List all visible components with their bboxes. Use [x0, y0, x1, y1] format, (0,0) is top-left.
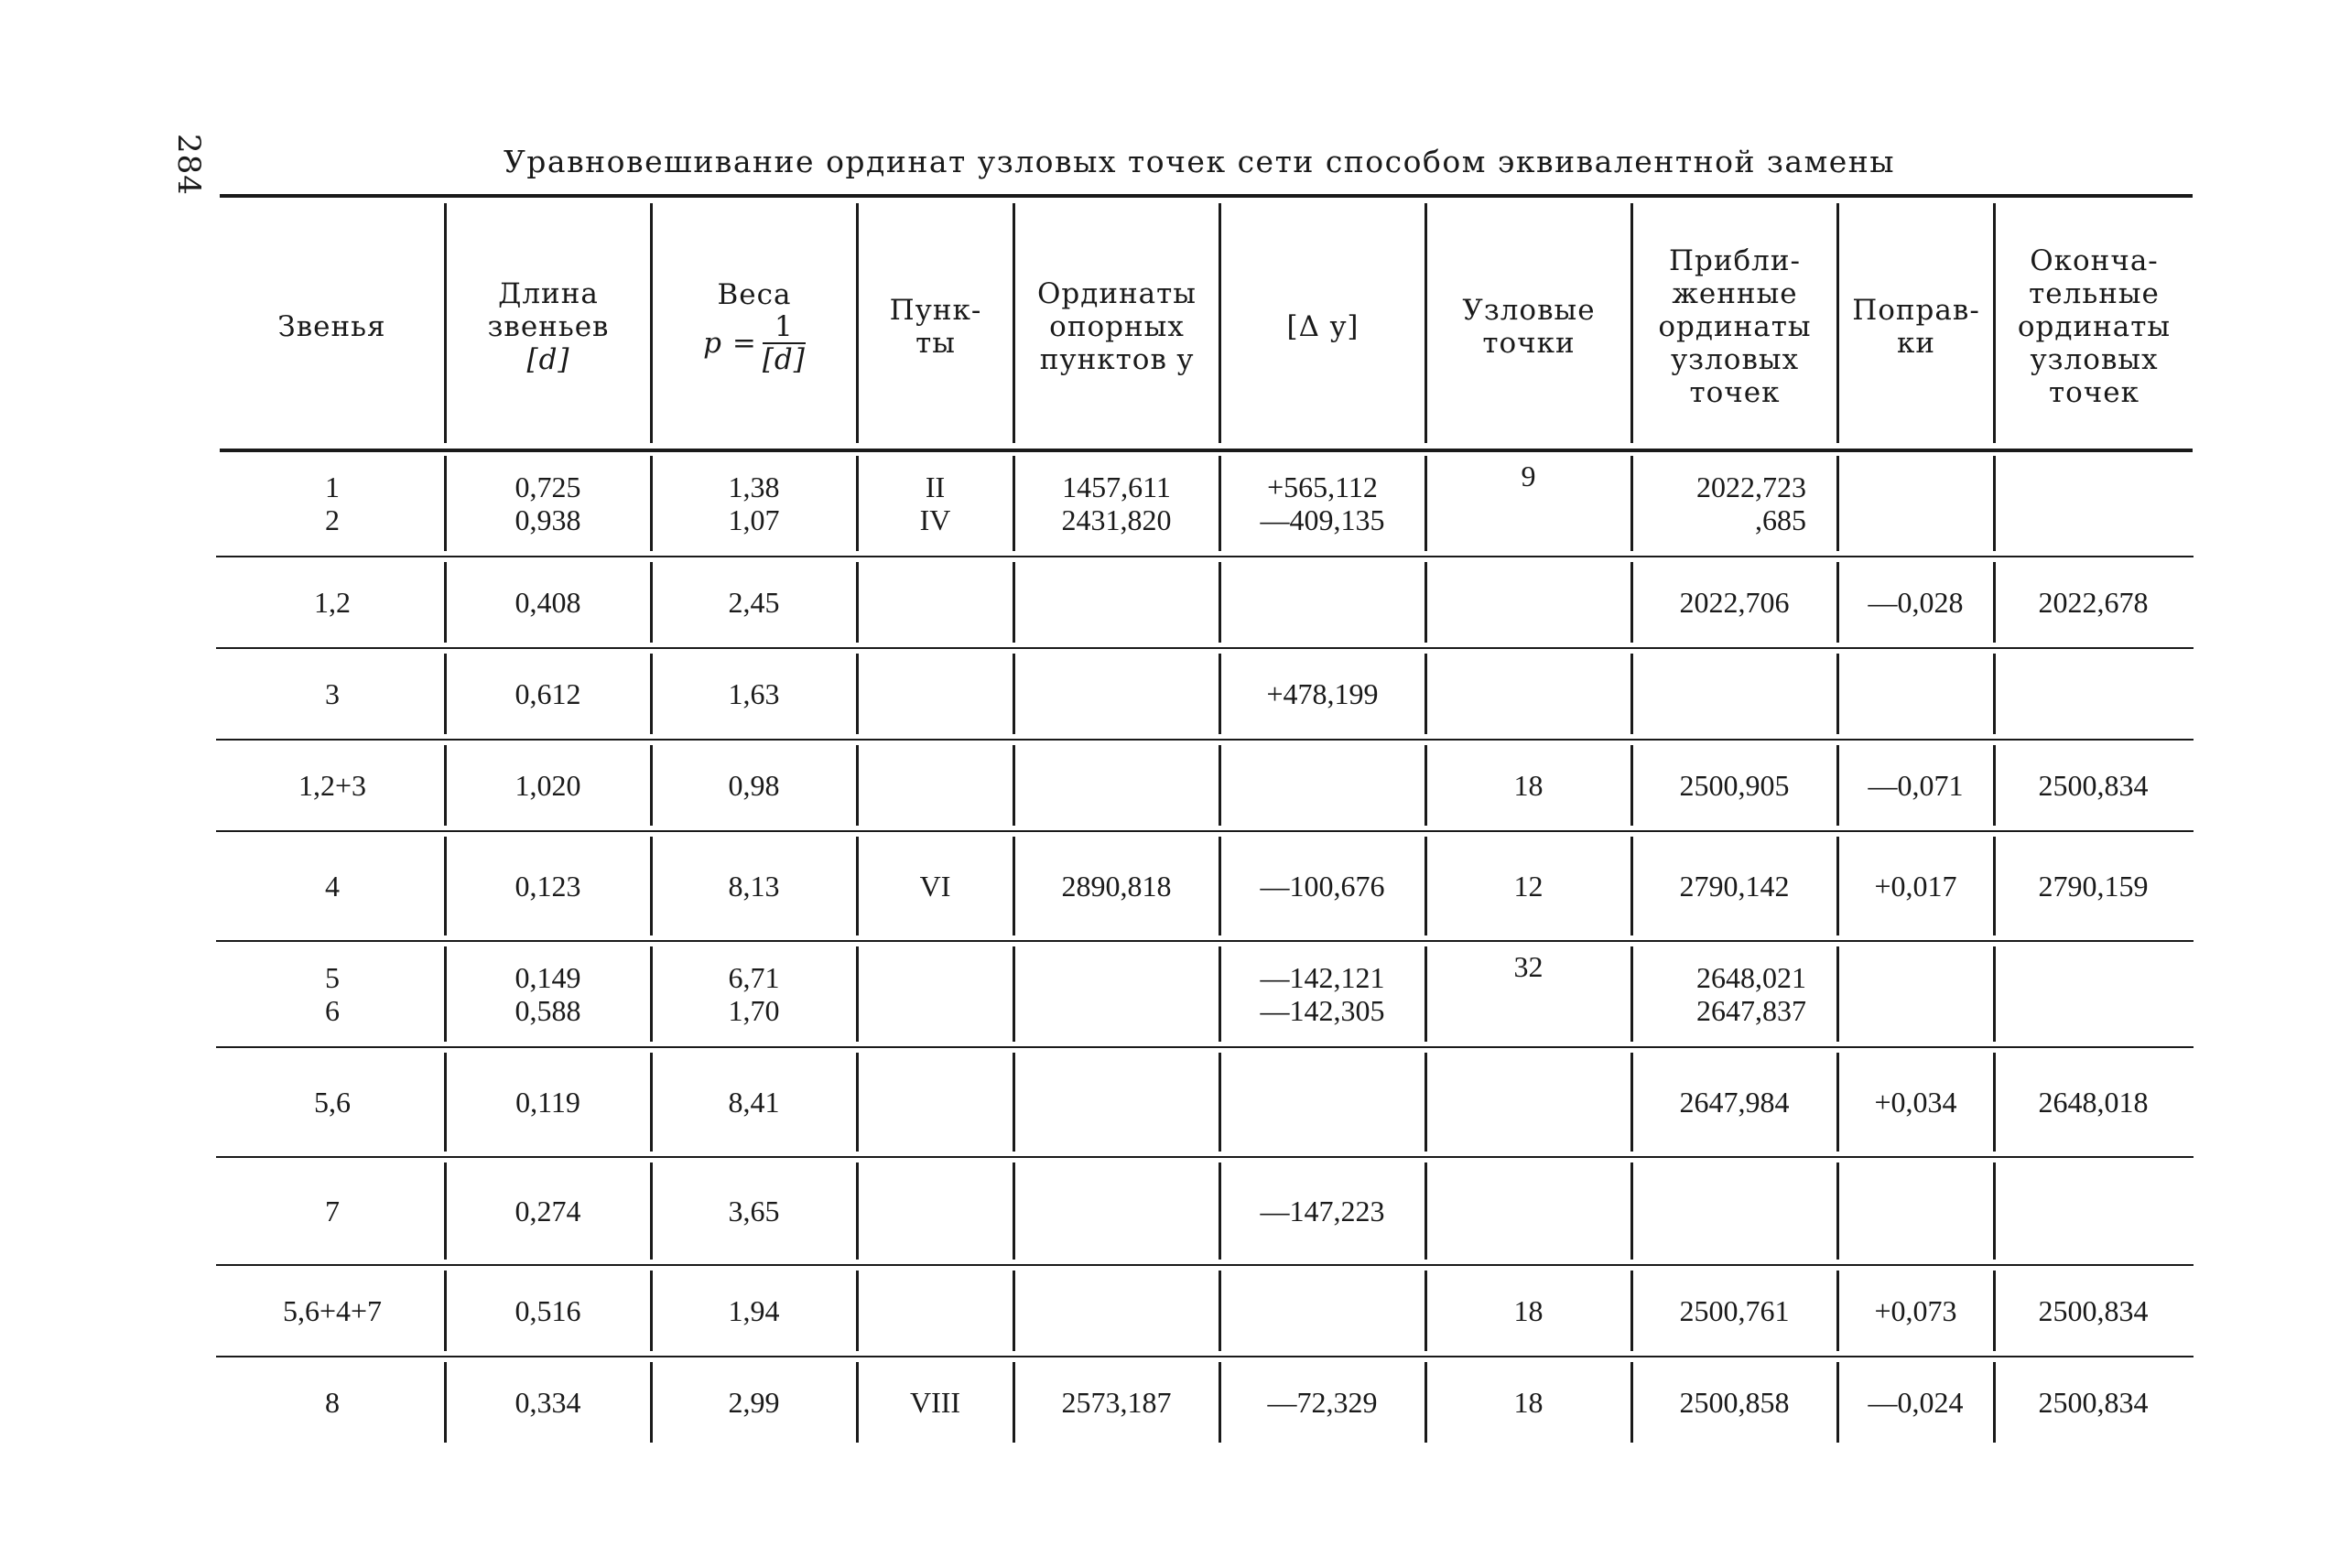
column-separator: [1836, 745, 1839, 826]
column-separator: [856, 1162, 859, 1260]
cell-links: [223, 941, 441, 1047]
column-separator: [1424, 1271, 1427, 1351]
cell-value: +565,112: [1267, 470, 1378, 503]
cell-correction: [1841, 941, 1990, 1047]
column-separator: [1013, 1162, 1015, 1260]
column-separator: [1424, 562, 1427, 643]
cell-value: —142,305: [1260, 994, 1385, 1027]
cell-value: 8,41: [728, 1086, 780, 1119]
column-separator: [1630, 1362, 1633, 1443]
column-separator: [1630, 837, 1633, 935]
column-separator: [1993, 456, 1996, 551]
column-separator: [1836, 562, 1839, 643]
cell-value: 6: [325, 994, 340, 1027]
column-separator: [444, 745, 447, 826]
cell-value: 0,725: [515, 470, 581, 503]
cell-approx: [1635, 1157, 1834, 1265]
cell-final: [1998, 941, 2189, 1047]
column-separator: [444, 1271, 447, 1351]
column-separator: [856, 456, 859, 551]
cell-value: 2648,021: [1696, 961, 1806, 994]
cell-approx: [1635, 1265, 1834, 1357]
column-separator: [1219, 1271, 1221, 1351]
cell-approx: [1635, 1047, 1834, 1157]
column-separator: [1424, 1053, 1427, 1152]
column-separator: [1013, 1053, 1015, 1152]
column-separator: [1219, 562, 1221, 643]
cell-approx: [1635, 1357, 1834, 1448]
cell-approx: [1635, 941, 1834, 1047]
column-separator: [1013, 946, 1015, 1042]
column-separator: [1630, 456, 1633, 551]
cell-correction: [1841, 1357, 1990, 1448]
cell-value: 1,020: [515, 769, 581, 802]
cell-value: 4: [325, 870, 340, 903]
column-separator: [444, 654, 447, 734]
cell-weight: [655, 740, 853, 831]
cell-value: +478,199: [1266, 677, 1379, 710]
cell-points: [861, 1047, 1010, 1157]
cell-value: 1457,611: [1062, 470, 1171, 503]
cell-ordinates: [1017, 1357, 1216, 1448]
column-separator: [1836, 1162, 1839, 1260]
cell-ordinates: [1017, 557, 1216, 648]
cell-value: 8,13: [728, 870, 780, 903]
cell-length: [449, 450, 647, 557]
column-separator: [1836, 456, 1839, 551]
cell-delta: [1223, 557, 1422, 648]
cell-value: 2573,187: [1061, 1386, 1172, 1419]
column-separator: [1993, 837, 1996, 935]
cell-value: 1,38: [728, 470, 780, 503]
cell-length: [449, 1357, 647, 1448]
header-length: Длина звеньев [d]: [487, 277, 610, 376]
column-separator: [1013, 745, 1015, 826]
column-separator: [444, 837, 447, 935]
cell-value: 0,119: [515, 1086, 580, 1119]
cell-length: [449, 557, 647, 648]
cell-value: 2: [325, 503, 340, 536]
column-separator: [1630, 1271, 1633, 1351]
cell-value: 18: [1513, 769, 1544, 802]
cell-final: [1998, 450, 2189, 557]
column-separator: [1219, 837, 1221, 935]
cell-value: 32: [1513, 950, 1544, 983]
column-separator: [1219, 946, 1221, 1042]
column-separator: [1013, 654, 1015, 734]
cell-value: VIII: [909, 1386, 961, 1419]
cell-ordinates: [1017, 941, 1216, 1047]
cell-value: IV: [919, 503, 951, 536]
weight-fraction: $\frac{1}{[d]}$: [762, 310, 806, 376]
column-separator: [1424, 1362, 1427, 1443]
cell-value: 0,274: [515, 1195, 581, 1227]
cell-value: 2500,834: [2038, 1386, 2149, 1419]
column-separator: [444, 946, 447, 1042]
column-separator: [1013, 1271, 1015, 1351]
cell-node: [1429, 648, 1628, 740]
column-separator: [1424, 1162, 1427, 1260]
cell-weight: [655, 1157, 853, 1265]
header-points: Пунк- ты: [889, 294, 982, 360]
cell-value: 2790,142: [1679, 870, 1790, 903]
header-corrections: Поправ- ки: [1852, 294, 1980, 360]
cell-value: VI: [919, 870, 951, 903]
cell-points: [861, 740, 1010, 831]
column-separator: [444, 456, 447, 551]
cell-final: [1998, 740, 2189, 831]
column-separator: [1424, 946, 1427, 1042]
column-separator: [1630, 654, 1633, 734]
cell-correction: [1841, 831, 1990, 941]
column-separator: [1013, 837, 1015, 935]
table-top-rule: [220, 194, 2193, 198]
cell-value: II: [925, 470, 946, 503]
column-separator: [856, 745, 859, 826]
cell-correction: [1841, 450, 1990, 557]
cell-links: [223, 648, 441, 740]
cell-links: [223, 557, 441, 648]
cell-value: 5,6+4+7: [282, 1294, 383, 1327]
cell-approx: [1635, 648, 1834, 740]
cell-value: +0,034: [1874, 1086, 1957, 1119]
header-links: Звенья: [277, 310, 386, 343]
table-title: Уравновешивание ординат узловых точек сети способом эквивалентной замены: [503, 144, 1896, 179]
column-separator: [1424, 456, 1427, 551]
cell-links: [223, 1157, 441, 1265]
cell-value: —409,135: [1260, 503, 1385, 536]
cell-delta: [1223, 1357, 1422, 1448]
cell-value: 2500,761: [1679, 1294, 1790, 1327]
cell-value: 1,94: [728, 1294, 780, 1327]
column-separator: [856, 1053, 859, 1152]
cell-approx: [1635, 557, 1834, 648]
cell-value: 1: [325, 470, 340, 503]
column-separator: [444, 1053, 447, 1152]
header-weight: Веса p = $\frac{1}{[d]}$: [703, 278, 806, 376]
column-separator: [1836, 1053, 1839, 1152]
cell-points: [861, 450, 1010, 557]
column-separator: [856, 946, 859, 1042]
column-separator: [1630, 1162, 1633, 1260]
cell-value: 2022,706: [1679, 586, 1790, 619]
cell-value: 2790,159: [2038, 870, 2149, 903]
column-separator: [1219, 1162, 1221, 1260]
cell-node: [1429, 831, 1628, 941]
cell-value: +0,017: [1874, 870, 1957, 903]
column-separator: [1993, 562, 1996, 643]
cell-value: —0,024: [1868, 1386, 1964, 1419]
column-separator: [650, 203, 653, 443]
cell-value: —0,028: [1868, 586, 1964, 619]
column-separator: [1993, 1271, 1996, 1351]
column-separator: [1013, 562, 1015, 643]
cell-length: [449, 831, 647, 941]
header-approx: Прибли- женные ординаты узловых точек: [1658, 244, 1812, 409]
cell-links: [223, 1265, 441, 1357]
cell-ordinates: [1017, 1047, 1216, 1157]
cell-correction: [1841, 648, 1990, 740]
column-separator: [856, 203, 859, 443]
cell-correction: [1841, 740, 1990, 831]
cell-final: [1998, 1265, 2189, 1357]
cell-value: 2022,723: [1696, 470, 1806, 503]
column-separator: [650, 837, 653, 935]
cell-length: [449, 648, 647, 740]
column-separator: [1013, 456, 1015, 551]
column-separator: [1013, 1362, 1015, 1443]
cell-value: —0,071: [1868, 769, 1964, 802]
cell-ordinates: [1017, 740, 1216, 831]
cell-value: ,685: [1755, 503, 1806, 536]
cell-value: —142,121: [1260, 961, 1385, 994]
cell-value: 0,98: [728, 769, 780, 802]
cell-node: [1429, 1357, 1628, 1448]
cell-delta: [1223, 941, 1422, 1047]
cell-value: 1,2+3: [298, 769, 367, 802]
header-nodes: Узловые точки: [1462, 294, 1596, 360]
column-separator: [856, 562, 859, 643]
cell-value: 2500,834: [2038, 1294, 2149, 1327]
cell-node: [1429, 450, 1628, 557]
cell-value: +0,073: [1874, 1294, 1957, 1327]
column-separator: [1630, 562, 1633, 643]
column-separator: [1630, 745, 1633, 826]
cell-value: 2431,820: [1061, 503, 1172, 536]
cell-value: 18: [1513, 1386, 1544, 1419]
column-separator: [1993, 745, 1996, 826]
column-separator: [1993, 1362, 1996, 1443]
page-number: 284: [170, 134, 207, 196]
cell-final: [1998, 831, 2189, 941]
cell-length: [449, 1157, 647, 1265]
column-separator: [856, 654, 859, 734]
column-separator: [650, 1053, 653, 1152]
column-separator: [650, 1162, 653, 1260]
cell-value: 0,149: [515, 961, 581, 994]
cell-correction: [1841, 557, 1990, 648]
cell-ordinates: [1017, 648, 1216, 740]
cell-points: [861, 831, 1010, 941]
cell-correction: [1841, 1047, 1990, 1157]
cell-value: 6,71: [728, 961, 780, 994]
cell-value: 18: [1513, 1294, 1544, 1327]
cell-length: [449, 1265, 647, 1357]
cell-final: [1998, 1357, 2189, 1448]
cell-value: 2890,818: [1061, 870, 1172, 903]
cell-value: 7: [325, 1195, 340, 1227]
cell-correction: [1841, 1265, 1990, 1357]
cell-value: 3: [325, 677, 340, 710]
cell-length: [449, 1047, 647, 1157]
cell-value: 2648,018: [2038, 1086, 2149, 1119]
column-separator: [1836, 837, 1839, 935]
cell-value: 0,123: [515, 870, 581, 903]
cell-correction: [1841, 1157, 1990, 1265]
column-separator: [1836, 1271, 1839, 1351]
column-separator: [1424, 745, 1427, 826]
cell-length: [449, 740, 647, 831]
cell-length: [449, 941, 647, 1047]
column-separator: [650, 946, 653, 1042]
column-separator: [856, 837, 859, 935]
cell-final: [1998, 1157, 2189, 1265]
cell-node: [1429, 1047, 1628, 1157]
cell-weight: [655, 450, 853, 557]
column-separator: [650, 1362, 653, 1443]
cell-delta: [1223, 1047, 1422, 1157]
cell-value: 1,07: [728, 503, 780, 536]
cell-value: 1,63: [728, 677, 780, 710]
column-separator: [1630, 1053, 1633, 1152]
column-separator: [1993, 654, 1996, 734]
cell-points: [861, 1157, 1010, 1265]
cell-value: 2647,837: [1696, 994, 1806, 1027]
cell-value: 2500,858: [1679, 1386, 1790, 1419]
cell-final: [1998, 557, 2189, 648]
column-separator: [1219, 654, 1221, 734]
cell-delta: [1223, 831, 1422, 941]
cell-node: [1429, 740, 1628, 831]
cell-value: 8: [325, 1386, 340, 1419]
column-separator: [1219, 1053, 1221, 1152]
column-separator: [1630, 203, 1633, 443]
column-separator: [1219, 745, 1221, 826]
cell-points: [861, 557, 1010, 648]
cell-delta: [1223, 740, 1422, 831]
cell-approx: [1635, 831, 1834, 941]
cell-value: 0,612: [515, 677, 581, 710]
cell-value: 2,99: [728, 1386, 780, 1419]
cell-value: 2,45: [728, 586, 780, 619]
column-separator: [650, 456, 653, 551]
cell-points: [861, 941, 1010, 1047]
column-separator: [1993, 203, 1996, 443]
cell-ordinates: [1017, 450, 1216, 557]
column-separator: [1424, 654, 1427, 734]
cell-weight: [655, 557, 853, 648]
cell-node: [1429, 1265, 1628, 1357]
column-separator: [650, 1271, 653, 1351]
cell-value: 5,6: [314, 1086, 351, 1119]
cell-node: [1429, 557, 1628, 648]
cell-value: 9: [1521, 460, 1536, 492]
column-separator: [1993, 946, 1996, 1042]
column-separator: [1219, 203, 1221, 443]
cell-final: [1998, 648, 2189, 740]
cell-points: [861, 1265, 1010, 1357]
cell-value: 0,938: [515, 503, 581, 536]
cell-links: [223, 1047, 441, 1157]
cell-value: 0,408: [515, 586, 581, 619]
column-separator: [444, 203, 447, 443]
cell-node: [1429, 1157, 1628, 1265]
cell-value: 1,2: [314, 586, 351, 619]
cell-value: 3,65: [728, 1195, 780, 1227]
cell-value: 1,70: [728, 994, 780, 1027]
cell-value: 0,516: [515, 1294, 581, 1327]
column-separator: [1836, 946, 1839, 1042]
column-separator: [444, 1162, 447, 1260]
column-separator: [856, 1362, 859, 1443]
cell-approx: [1635, 450, 1834, 557]
cell-links: [223, 450, 441, 557]
column-separator: [1013, 203, 1015, 443]
column-separator: [1836, 203, 1839, 443]
cell-weight: [655, 1357, 853, 1448]
cell-weight: [655, 1047, 853, 1157]
cell-weight: [655, 648, 853, 740]
column-separator: [444, 1362, 447, 1443]
cell-value: 0,588: [515, 994, 581, 1027]
column-separator: [650, 562, 653, 643]
column-separator: [1836, 654, 1839, 734]
cell-value: 2500,905: [1679, 769, 1790, 802]
cell-links: [223, 831, 441, 941]
cell-value: 5: [325, 961, 340, 994]
cell-approx: [1635, 740, 1834, 831]
cell-weight: [655, 831, 853, 941]
cell-points: [861, 1357, 1010, 1448]
column-separator: [650, 654, 653, 734]
cell-node: [1429, 941, 1628, 1047]
cell-delta: [1223, 1157, 1422, 1265]
cell-weight: [655, 1265, 853, 1357]
cell-ordinates: [1017, 831, 1216, 941]
cell-points: [861, 648, 1010, 740]
cell-final: [1998, 1047, 2189, 1157]
cell-delta: [1223, 450, 1422, 557]
cell-value: —100,676: [1260, 870, 1385, 903]
cell-value: 2500,834: [2038, 769, 2149, 802]
column-separator: [1630, 946, 1633, 1042]
cell-delta: [1223, 648, 1422, 740]
cell-weight: [655, 941, 853, 1047]
cell-value: 0,334: [515, 1386, 581, 1419]
column-separator: [1993, 1162, 1996, 1260]
cell-links: [223, 1357, 441, 1448]
column-separator: [1219, 456, 1221, 551]
cell-value: 2647,984: [1679, 1086, 1790, 1119]
header-final: Оконча- тельные ординаты узловых точек: [2017, 244, 2172, 409]
header-delta: [Δ y]: [1286, 310, 1359, 343]
column-separator: [856, 1271, 859, 1351]
column-separator: [1424, 837, 1427, 935]
cell-ordinates: [1017, 1265, 1216, 1357]
cell-ordinates: [1017, 1157, 1216, 1265]
column-separator: [444, 562, 447, 643]
column-separator: [1993, 1053, 1996, 1152]
cell-value: 12: [1513, 870, 1544, 903]
column-separator: [1424, 203, 1427, 443]
header-ordinates: Ординаты опорных пунктов y: [1037, 277, 1197, 376]
column-separator: [650, 745, 653, 826]
cell-value: 2022,678: [2038, 586, 2149, 619]
cell-delta: [1223, 1265, 1422, 1357]
cell-value: —147,223: [1260, 1195, 1385, 1227]
column-separator: [1219, 1362, 1221, 1443]
cell-value: —72,329: [1267, 1386, 1378, 1419]
column-separator: [1836, 1362, 1839, 1443]
cell-links: [223, 740, 441, 831]
